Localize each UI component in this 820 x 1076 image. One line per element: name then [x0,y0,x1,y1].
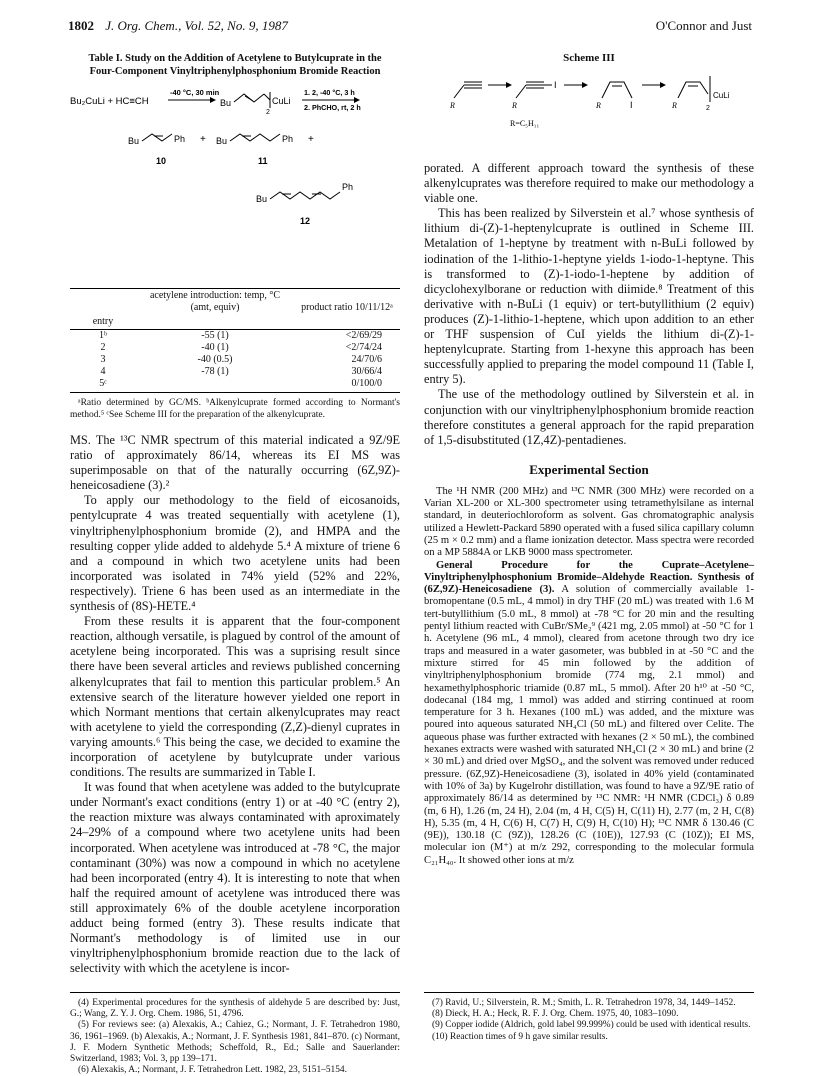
cell-temp: -40 (1) [201,342,229,353]
paragraph: porated. A different approach toward the synthesis of these alkenylcuprates was therefore required to make our methodology a viable one. [424,161,754,206]
paragraph [424,560,754,867]
i-label-1: I [554,80,557,90]
left-body-text [70,433,400,976]
reference: (5) For reviews see: (a) Alexakis, A.; Cahiez, G.; Normant, J. F. Tetrahedron 1980, 36, 1961–1969. (b) Alexakis, A.; Normant, J. F. Synthesis 1981, 841–870. (c) Normant, J. F. Modern Synthetic Methods; Scheffold, R., Ed.; Salle and Sauerlander: Switzerland, 1983; Vol. 3, pp 139–171. [70,1020,400,1065]
compound-10-label: 10 [156,156,167,166]
paragraph: The use of the methodology outlined by Silverstein et al. in conjunction with our vinyltriphenylphosphonium bromide reaction therefore constitutes a general approach for the rapid preparation of 1,5-disubstituted (1Z,4Z)-pentadienes. [424,387,754,447]
col-entry-header: entry [70,315,136,330]
table-row [70,354,400,366]
paragraph: This has been realized by Silverstein et al.⁷ whose synthesis of lithium di-(Z)-1-heptenylcuprate is outlined in Scheme III. Metalation of 1-heptyne by treatment with n-BuLi followed by iodination of the 1-lithio-1-heptyne yields 1-iodo-1-heptyne. This is transformed to (Z)-1-iodo-1-heptene by addition of dicyclohexylborane or reduction with diimide.⁸ Treatment of this derivative with n-BuLi (1 equiv) or tert-butyllithium (2 equiv) produces (Z)-1-lithio-1-heptene, which upon addition to an ether or THF suspension of CuI yields the lithium di-(Z)-1-heptenylcuprate. Starting from 1-hexyne this approach has been successfully applied to preparing the model compound 11 (Table I, entry 5). [424,206,754,387]
compound-11-label: 11 [258,156,268,166]
right-column [424,52,754,867]
col-intro-header: acetylene introduction: temp, °C (amt, equiv) [136,289,294,316]
reference: (9) Copper iodide (Aldrich, gold label 99.999%) could be used with identical results. [432,1020,751,1031]
cell-temp: -78 (1) [201,366,229,377]
ph-label-10: Ph [174,134,186,144]
condition-1: -40 °C, 30 min [170,88,220,97]
cell-ratio: 30/66/4 [351,366,382,377]
col-ratio-header: product ratio 10/11/12ᵃ [294,289,400,316]
table-row [70,378,400,393]
culi-label-2: CuLi [713,91,730,100]
header-authors: O'Connor and Just [655,18,752,33]
sub2-label: 2 [266,109,270,116]
r-label-4: R [672,101,677,110]
reference: (4) Experimental procedures for the synthesis of aldehyde 5 are described by: Just, G.; Wang, Z. Y. J. Org. Chem. 1986, 51, 4796. [70,998,400,1020]
paragraph: To apply our methodology to the field of eicosanoids, pentylcuprate 4 was treated sequentially with acetylene (1), vinyltriphenylphosphonium bromide (2), and HMPA and the resulting copper ylide added to aldehyde 5.⁴ A mixture of triene 6 and a compound in which two acetylene units had been incorporated was isolated in 74% yield (52% and 22%, respectively). Triene 6 has been used as an intermediate in the synthesis of (8S)-HETE.⁴ [70,493,400,614]
bu-label-12: Bu [256,194,268,204]
header-left [68,18,288,34]
reference: (8) Dieck, H. A.; Heck, R. F. J. Org. Chem. 1975, 40, 1083–1090. [432,1009,679,1020]
compound-12-label: 12 [300,216,311,226]
cell-entry: 1ᵇ [98,330,108,341]
r-label-3: R [596,101,601,110]
cell-entry: 3 [100,354,106,365]
condition-2b: 2. PhCHO, rt, 2 h [304,103,361,112]
table-reaction-scheme [70,84,400,284]
ph-label-11: Ph [282,134,294,144]
right-body-text [424,161,754,448]
paragraph: The ¹H NMR (200 MHz) and ¹³C NMR (300 MHz) were recorded on a Varian XL-200 or XL-300 spectrometer using tetramethylsilane as internal standard, in deuteriochloroform as solvent. Gas chromatographic analysis utilized a Hewlett-Packard 5890 operated with a fused silica capillary column (25 m × 0.2 mm) and a flame ionization detector. Mass spectra were recorded on a MP 5884A or LKB 9000 mass spectrometer. [424,485,754,559]
results-table [70,288,400,393]
i-label-2: I [630,100,633,110]
reaction-scheme-graphic [70,84,400,284]
experimental-heading: Experimental Section [529,461,649,477]
col-entry [70,289,136,316]
cell-entry: 2 [100,342,106,353]
condition-2a: 1. 2, -40 °C, 3 h [304,88,355,97]
r-definition: R=C₅H₁₁ [510,119,540,128]
plus-1: + [200,134,206,145]
bu-label-11: Bu [216,136,228,146]
table-row [70,342,400,354]
table-row [70,366,400,378]
journal-citation: J. Org. Chem., Vol. 52, No. 9, 1987 [105,18,288,33]
cell-temp: -40 (0.5) [197,354,233,365]
procedure-text: A solution of commercially available 1-bromopentane (0.5 mL, 4 mmol) in dry THF (20 mL) was treated with 1.6 M tert-butyllithium (5.0 mL, 8 mmol) at -78 °C for 20 min and the resulting pentyl lithium reacted with CuBr/SMe₂⁹ (421 mg, 2.05 mmol) at -50 °C for 1 h. Acetylene (96 mL, 4 mmol), cleared from acetone through two dry ice traps and measured in a water gasometer, was bubbled in at -50 °C and the mixture stirred for 45 min followed by the addition of vinyltriphenylphosphonium bromide (774 mg, 2.1 mmol) and hexamethylphosphoric triamide (0.87 mL, 5 mmol). After 20 h¹⁰ at -50 °C, dodecanal (184 mg, 1 mmol) was added and stirring continued at room temperature for 3 h. Hexanes (100 mL) was added, and the mixture was poured into aqueous saturated NH₄Cl (50 mL) and filtered over Celite. The aqueous phase was further extracted with hexanes (2 × 50 mL), the combined hexanes extracts were washed with saturated NH₄Cl (2 × 30 mL) and brine (2 × 30 mL) and dried over MgSO₄, and the solvent was removed under reduced pressure. (6Z,9Z)-Heneicosadiene (3), isolated in 40% yield (contaminated with 10% of 3a) by Kugelrohr distillation, was found to have a 9Z/9E ratio of approximately 86/14 as determined by ¹³C NMR: ¹H NMR (CDCl₃) δ 0.89 (m, 6 H), 1.26 (m, 24 H), 2.04 (m, 4 H, C(5) H, C(11) H), 2.77 (m, 2 H, C(8) H), 5.35 (m, 4 H, C(6) H, C(7) H, C(9) H, C(10) H); ¹³C NMR δ 130.46 (C (9E)), 130.18 (C (9Z)), 128.26 (C (10E)), 127.93 (C (10Z)); EI MS, molecular ion (M⁺) at m/z 292, corresponding to the molecular formula C₂₁H₄₀. It showed other ions at m/z [424,584,754,866]
reference: (6) Alexakis, A.; Normant, J. F. Tetrahedron Lett. 1982, 23, 5151–5154. [78,1065,347,1076]
paragraph: It was found that when acetylene was added to the butylcuprate under Normant's exact conditions (entry 1) or at -40 °C (entry 2), the reaction mixture was always contaminated with aproximately 24–29% of a compound where two acetylene units had been incorporated. When acetylene was introduced at -78 °C, the major contaminant (30%) was now a compound in which no acetylene had been incorporated (entry 4). It is interesting to note that when half the required amount of acetylene was introduced there was still approximately 6% of the double acetylene incorporation adduct being formed (entry 3). These results indicate that Normant's methodology is of limited use in our vinyltriphenylphosphonium bromide reaction due to the lack of selectivity with which the acetylene is incor- [70,780,400,976]
table-title: Table I. Study on the Addition of Acetylene to Butylcuprate in the Four-Component Vinyltriphenylphosphonium Bromide Reaction [88,53,382,77]
scheme-iii-graphic [424,68,754,130]
left-column [70,52,400,976]
cell-temp: -55 (1) [201,330,229,341]
cell-ratio: <2/69/29 [345,330,382,341]
cell-ratio: 0/100/0 [294,378,400,393]
reference: (7) Ravid, U.; Silverstein, R. M.; Smith, L. R. Tetrahedron 1978, 34, 1449–1452. [432,998,736,1008]
cell-entry: 4 [100,366,106,377]
plus-2: + [308,134,314,145]
sub2-label-2: 2 [706,105,710,112]
r-label-2: R [512,101,517,110]
cell-entry: 5ᶜ [70,378,136,393]
page-number: 1802 [68,18,94,33]
bu-label-1: Bu [220,98,232,108]
experimental-text [424,486,754,867]
table-row [70,330,400,343]
cell-ratio: <2/74/24 [345,342,382,353]
table-footnote: ᵃRatio determined by GC/MS. ᵇAlkenylcuprate formed according to Normant's method.⁵ ᶜSee Scheme III for the preparation of the alkenylcuprate. [70,398,400,420]
paragraph: MS. The ¹³C NMR spectrum of this material indicated a 9Z/9E ratio of approximately 86/14, whereas its EI MS was superimposable on that of the naturally occurring (6Z,9Z)-heneicosadiene (3).² [70,433,400,493]
reagents-text: Bu₂CuLi + HC≡CH [70,96,149,107]
scheme-iii-title: Scheme III [563,52,615,64]
reference: (10) Reaction times of 9 h gave similar results. [432,1031,608,1042]
procedure-heading: General Procedure for the Cuprate–Acetylene–Vinyltriphenylphosphonium Bromide–Aldehyde Reaction. Synthesis of (6Z,9Z)-Heneicosadiene (3). [424,559,754,596]
footnotes-right [424,992,754,1043]
bu-label-10: Bu [128,136,140,146]
r-label-1: R [450,101,455,110]
footnotes-left [70,992,400,1076]
culi-label: CuLi [272,96,291,106]
page-header [68,18,752,38]
paragraph: From these results it is apparent that the four-component reaction, although versatile, is plagued by control of the amount of acetylene being incorporated. This was a suprising result since there have been several articles and reviews published concerning alkenylcuprates that fail to mention this particular problem.⁵ An extensive search of the literature however yielded one report in which Normant mentions that certain alkenylcuprates may react with acetylene to yield the corresponding (Z,Z)-dienyl cuprates in varying amounts.⁶ This being the case, we decided to examine the incorporation of acetylene by butylcuprate under various conditions. The results are summarized in Table I. [70,614,400,780]
cell-temp [136,378,294,393]
ph-label-12: Ph [342,182,354,192]
cell-ratio: 24/70/6 [351,354,382,365]
